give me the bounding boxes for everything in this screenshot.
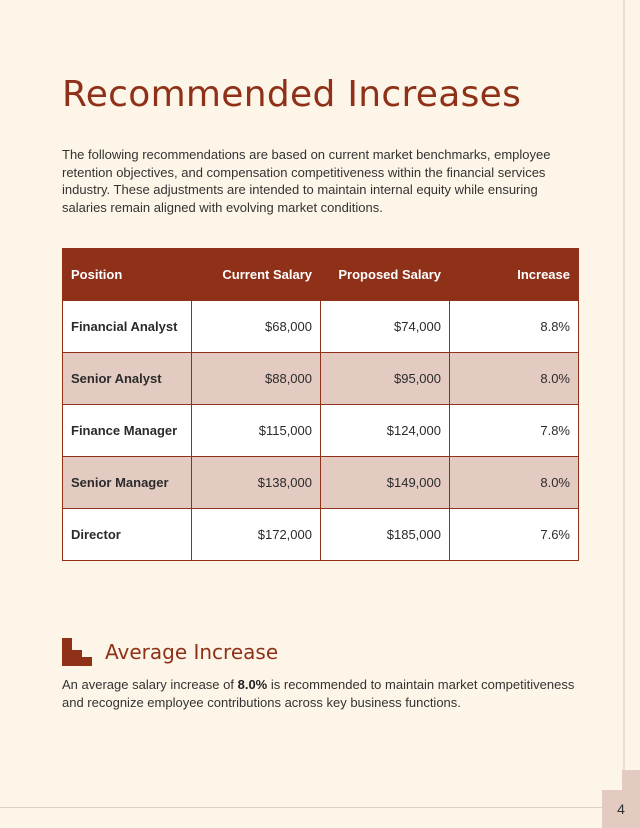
cell-position: Senior Manager (63, 457, 192, 509)
table-row (63, 457, 579, 509)
right-margin-line (623, 0, 625, 770)
cell-proposed-salary: $74,000 (321, 301, 450, 353)
cell-current-salary: $88,000 (192, 353, 321, 405)
footer-divider (0, 807, 602, 808)
table-row (63, 509, 579, 561)
header-position: Position (63, 249, 192, 301)
cell-increase: 8.8% (450, 301, 579, 353)
header-increase: Increase (450, 249, 579, 301)
cell-increase: 7.8% (450, 405, 579, 457)
table-row (63, 301, 579, 353)
table-header-row (63, 249, 579, 301)
cell-current-salary: $68,000 (192, 301, 321, 353)
header-current-salary: Current Salary (192, 249, 321, 301)
cell-current-salary: $172,000 (192, 509, 321, 561)
cell-proposed-salary: $95,000 (321, 353, 450, 405)
cell-proposed-salary: $124,000 (321, 405, 450, 457)
header-proposed-salary: Proposed Salary (321, 249, 450, 301)
cell-proposed-salary: $185,000 (321, 509, 450, 561)
average-increase-text (62, 676, 582, 712)
stairs-icon (62, 638, 92, 666)
summary-text-after: is recommended to maintain market competitiveness and recognize employee contributions across key business functions. (62, 677, 575, 710)
cell-position: Director (63, 509, 192, 561)
page-number: 4 (602, 790, 640, 828)
cell-current-salary: $115,000 (192, 405, 321, 457)
cell-current-salary: $138,000 (192, 457, 321, 509)
cell-proposed-salary: $149,000 (321, 457, 450, 509)
average-increase-heading: Average Increase (105, 640, 279, 664)
salary-table (62, 248, 579, 561)
cell-position: Finance Manager (63, 405, 192, 457)
cell-position: Financial Analyst (63, 301, 192, 353)
cell-increase: 8.0% (450, 353, 579, 405)
table-row (63, 353, 579, 405)
corner-decoration (622, 770, 640, 790)
cell-increase: 7.6% (450, 509, 579, 561)
summary-text-before: An average salary increase of (62, 677, 238, 692)
intro-paragraph: The following recommendations are based on current market benchmarks, employee retention objectives, and compensation competitiveness within the financial services industry. These adjustments are intended to maintain internal equity while ensuring salaries remain aligned with evolving market conditions. (62, 147, 551, 215)
cell-increase: 8.0% (450, 457, 579, 509)
average-increase-value: 8.0% (237, 677, 268, 692)
cell-position: Senior Analyst (63, 353, 192, 405)
table-row (63, 405, 579, 457)
page-title: Recommended Increases (62, 74, 522, 115)
